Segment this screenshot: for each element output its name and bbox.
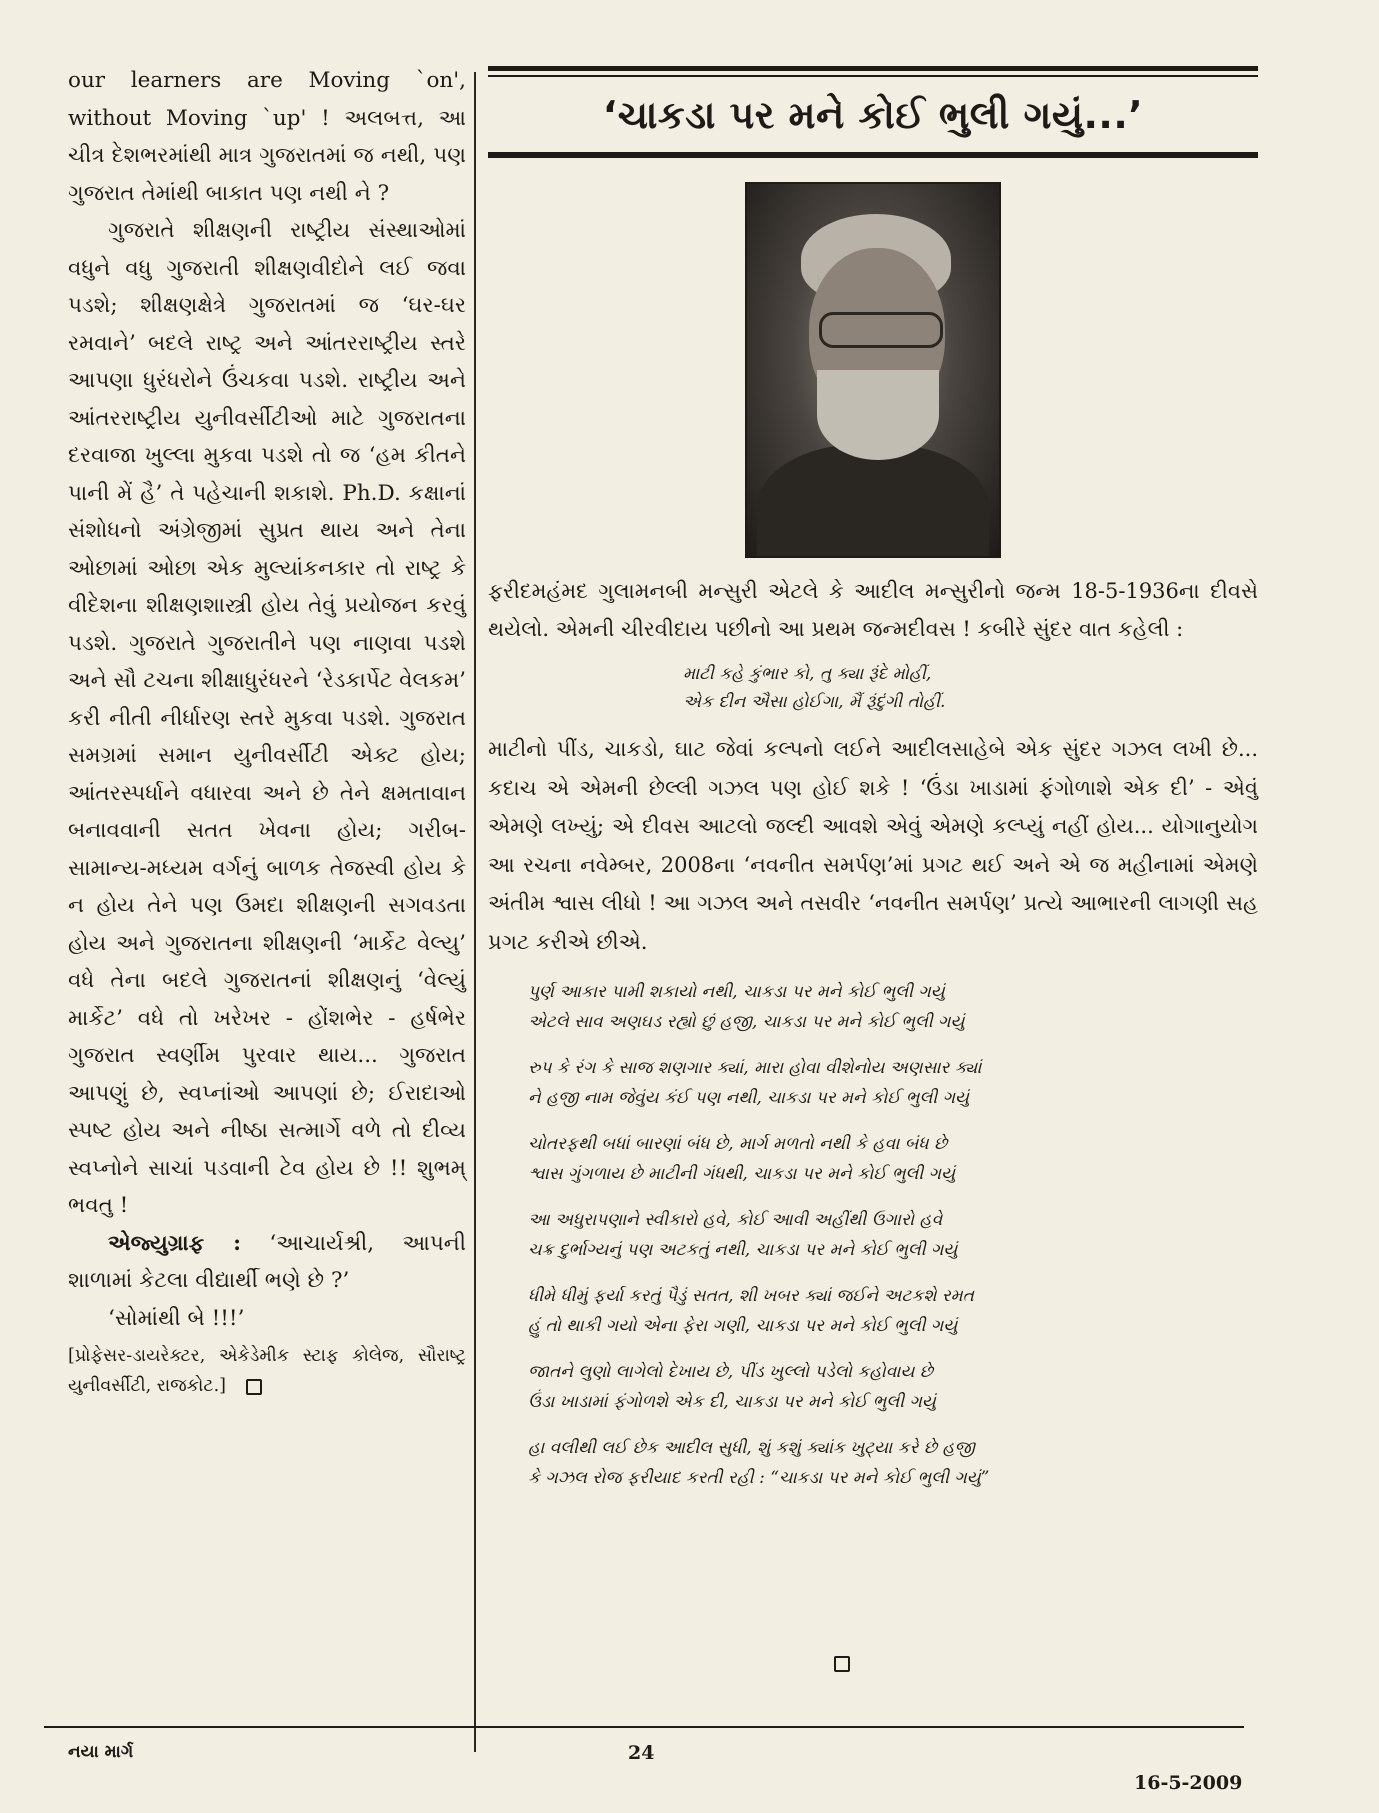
page-number: 24 bbox=[628, 1742, 655, 1764]
article-headline: ‘ચાકડા પર મને કોઈ ભુલી ગયું...’ bbox=[602, 92, 1144, 137]
article-body bbox=[488, 730, 1258, 961]
joke-block bbox=[68, 1225, 466, 1300]
ghazal bbox=[528, 977, 1208, 1493]
kabir-couplet bbox=[683, 660, 1258, 716]
footer-rule bbox=[44, 1726, 1244, 1728]
left-paragraph-1: our learners are Moving `on', without Moving `up' ! અલબત્ત, આ ચીત્ર દેશભરમાંથી માત્ર ગુજરાતમાં જ નથી, પણ ગુજરાત તેમાંથી બાકાત પણ નથી ને ? bbox=[68, 68, 466, 206]
ghazal-line: રુપ કે રંગ કે સાજ શણગાર ક્યાં, મારા હોવા વીશેનોય અણસાર ક્યાં bbox=[528, 1058, 982, 1078]
ghazal-stanza bbox=[528, 977, 1208, 1037]
ghazal-line: પુર્ણ આકાર પામી શકાયો નથી, ચાકડા પર મને કોઈ ભુલી ગયું bbox=[528, 982, 945, 1002]
joke-question: ‘આચાર્યશ્રી, આપની શાળામાં કેટલા વીદ્યાર્થી ભણે છે ?’ bbox=[68, 1230, 466, 1293]
ghazal-line: હું તો થાકી ગયો એના ફેરા ગણી, ચાકડા પર મને કોઈ ભુલી ગયું bbox=[528, 1316, 958, 1336]
photo-beard-shape bbox=[817, 370, 939, 460]
ghazal-line: ધીમે ધીમું ફર્યા કરતું પૈડું સતત, શી ખબર ક્યાં જઈને અટકશે રમત bbox=[528, 1286, 974, 1306]
article bbox=[488, 66, 1258, 1509]
body-text: માટીનો પીંડ, ચાકડો, ઘાટ જેવાં કલ્પનો લઈને આદીલસાહેબે એક સુંદર ગઝલ લખી છે... કદાચ એ એમની છેલ્લી ગઝલ પણ હોઈ શકે ! ‘ઉંડા ખાડામાં ફંગોળાશે એક દી’ - એવું એમણે લખ્યું; એ દીવસ આટલો જલ્દી આવશે એવું એમણે કલ્પ્યું નહીં હોય... યોગાનુયોગ આ રચના નવેમ્બર, 2008ના ‘નવનીત સમર્પણ’માં પ્રગટ થઈ અને એ જ મહીનામાં એમણે અંતીમ શ્વાસ લીધો ! આ ગઝલ અને તસવીર ‘નવનીત સમર્પણ’ પ્રત્યે આભારની લાગણી સહ પ્રગટ કરીએ છીએ. bbox=[488, 737, 1258, 954]
intro-text: ફરીદમહંમદ ગુલામનબી મન્સુરી એટલે કે આદીલ મન્સુરીનો જન્મ 18-5-1936ના દીવસે થયેલો. એમની ચીરવીદાય પછીનો આ પ્રથમ જન્મદીવસ ! કબીરે સુંદર વાત કહેલી : bbox=[488, 579, 1258, 641]
ghazal-line: એટલે સાવ અણઘડ રહ્યો છું હજી, ચાકડા પર મને કોઈ ભુલી ગયું bbox=[528, 1012, 965, 1032]
ghazal-stanza bbox=[528, 1205, 1208, 1265]
column-divider bbox=[474, 72, 476, 1752]
ghazal-line: ચોતરફથી બધાં બારણાં બંધ છે, માર્ગ મળતો નથી કે હવા બંધ છે bbox=[528, 1134, 948, 1154]
ghazal-line: શ્વાસ ગુંગળાય છે માટીની ગંધથી, ચાકડા પર મને કોઈ ભુલી ગયું bbox=[528, 1164, 955, 1184]
couplet-line: માટી કહે કુંભાર કો, તુ ક્યા રૂંદે મોહીં, bbox=[683, 664, 932, 684]
ghazal-stanza bbox=[528, 1129, 1208, 1189]
joke-label: એજ્યુગ્રાફ : bbox=[108, 1230, 241, 1256]
affiliation-text: [પ્રોફેસર-ડાયરેક્ટર, એકેડેમીક સ્ટાફ કોલેજ, સૌરાષ્ટ્ર યુનીવર્સીટી, રાજકોટ.] bbox=[68, 1346, 466, 1396]
photo-body-shape bbox=[757, 444, 989, 558]
ghazal-line: જાતને લુણો લાગેલો દેખાય છે, પીંડ ખુલ્લો પડેલો કહોવાય છે bbox=[528, 1362, 933, 1382]
ghazal-stanza bbox=[528, 1357, 1208, 1417]
article-intro bbox=[488, 572, 1258, 648]
ghazal-line: આ અધુરાપણાને સ્વીકારો હવે, કોઈ આવી અહીંથી ઉગારો હવે bbox=[528, 1210, 943, 1230]
article-end-mark-icon bbox=[834, 1656, 850, 1672]
headline-rule-top bbox=[488, 66, 1258, 71]
end-mark-icon bbox=[246, 1379, 262, 1395]
ghazal-line: ચક્ર દુર્ભાગ્યનું પણ અટકતું નથી, ચાકડા પર મને કોઈ ભુલી ગયું bbox=[528, 1240, 958, 1260]
headline-rule-top-thin bbox=[488, 75, 1258, 77]
couplet-line: એક દીન ઐસા હોઈગા, મૈં રૂંદુંગી તોહીં. bbox=[683, 692, 946, 712]
photo-glasses-shape bbox=[819, 312, 943, 348]
ghazal-line: હા વલીથી લઈ છેક આદીલ સુધી, શું કશું ક્યાંક ખુટ્યા કરે છે હજી bbox=[528, 1438, 975, 1458]
affiliation bbox=[68, 1341, 466, 1401]
ghazal-stanza bbox=[528, 1433, 1208, 1493]
ghazal-line: ઉંડા ખાડામાં ફંગોળશે એક દી, ચાકડા પર મને કોઈ ભુલી ગયું bbox=[528, 1392, 936, 1412]
joke-answer: ‘સોમાંથી બે !!!’ bbox=[108, 1305, 245, 1331]
portrait-photo bbox=[745, 182, 1001, 558]
issue-date: 16-5-2009 bbox=[1134, 1772, 1243, 1794]
ghazal-stanza bbox=[528, 1281, 1208, 1341]
ghazal-line: કે ગઝલ રોજ ફરીયાદ કરતી રહી : “ચાકડા પર મને કોઈ ભુલી ગયું” bbox=[528, 1468, 990, 1488]
ghazal-line: ને હજી નામ જેવુંય કંઈ પણ નથી, ચાકડા પર મને કોઈ ભુલી ગયું bbox=[528, 1088, 969, 1108]
left-column bbox=[68, 62, 466, 1401]
left-paragraph-2: ગુજરાતે શીક્ષણની રાષ્ટ્રીય સંસ્થાઓમાં વધુને વધુ ગુજરાતી શીક્ષણવીદોને લઈ જવા પડશે; શીક્ષણક્ષેત્રે ગુજરાતમાં જ ‘ઘર-ઘર રમવાને’ બદલે રાષ્ટ્ર અને આંતરરાષ્ટ્રીય સ્તરે આપણા ધુરંધરોને ઉંચકવા પડશે. રાષ્ટ્રીય અને આંતરરાષ્ટ્રીય યુનીવર્સીટીઓ માટે ગુજરાતના દરવાજા ખુલ્લા મુકવા પડશે તો જ ‘હમ કીતને પાની મેં હૈ’ તે પહેચાની શકાશે. Ph.D. કક્ષાનાં સંશોધનો અંગ્રેજીમાં સુપ્રત થાય અને તેના ઓછામાં ઓછા એક મુલ્યાંકનકાર તો રાષ્ટ્ર કે વીદેશના શીક્ષણશાસ્ત્રી હોય તેવું પ્રયોજન કરવું પડશે. ગુજરાતે ગુજરાતીને પણ નાણવા પડશે અને સૌ ટચના શીક્ષાધુરંધરને ‘રેડકાર્પેટ વેલકમ’ કરી નીતી નીર્ધારણ સ્તરે મુકવા પડશે. ગુજરાત સમગ્રમાં સમાન યુનીવર્સીટી એક્ટ હોય; આંતરસ્પર્ધાને વધારવા અને છે તેને ક્ષમતાવાન બનાવવાની સતત ખેવના હોય; ગરીબ-સામાન્ય-મધ્યમ વર્ગનું બાળક તેજસ્વી હોય કે ન હોય તેને પણ ઉમદા શીક્ષણની સગવડતા હોય અને ગુજરાતના શીક્ષણની ‘માર્કેટ વેલ્યુ’ વધે તેના બદલે ગુજરાતનાં શીક્ષણનું ‘વેલ્યું માર્કેટ’ વધે તો ખરેખર - હોંશભેર - હર્ષભેર ગુજરાત સ્વર્ણીમ પુરવાર થાય... ગુજરાત આપણું છે, સ્વપ્નાંઓ આપણાં છે; ઈરાદાઓ સ્પષ્ટ હોય અને નીષ્ઠા સત્માર્ગે વળે તો દીવ્ય સ્વપ્નોને સાચાં પડવાની ટેવ હોય છે !! શુભમ્ ભવતુ ! bbox=[68, 218, 466, 1218]
magazine-name: નયા માર્ગ bbox=[68, 1742, 134, 1762]
ghazal-stanza bbox=[528, 1053, 1208, 1113]
headline-rule-bottom bbox=[488, 153, 1258, 158]
